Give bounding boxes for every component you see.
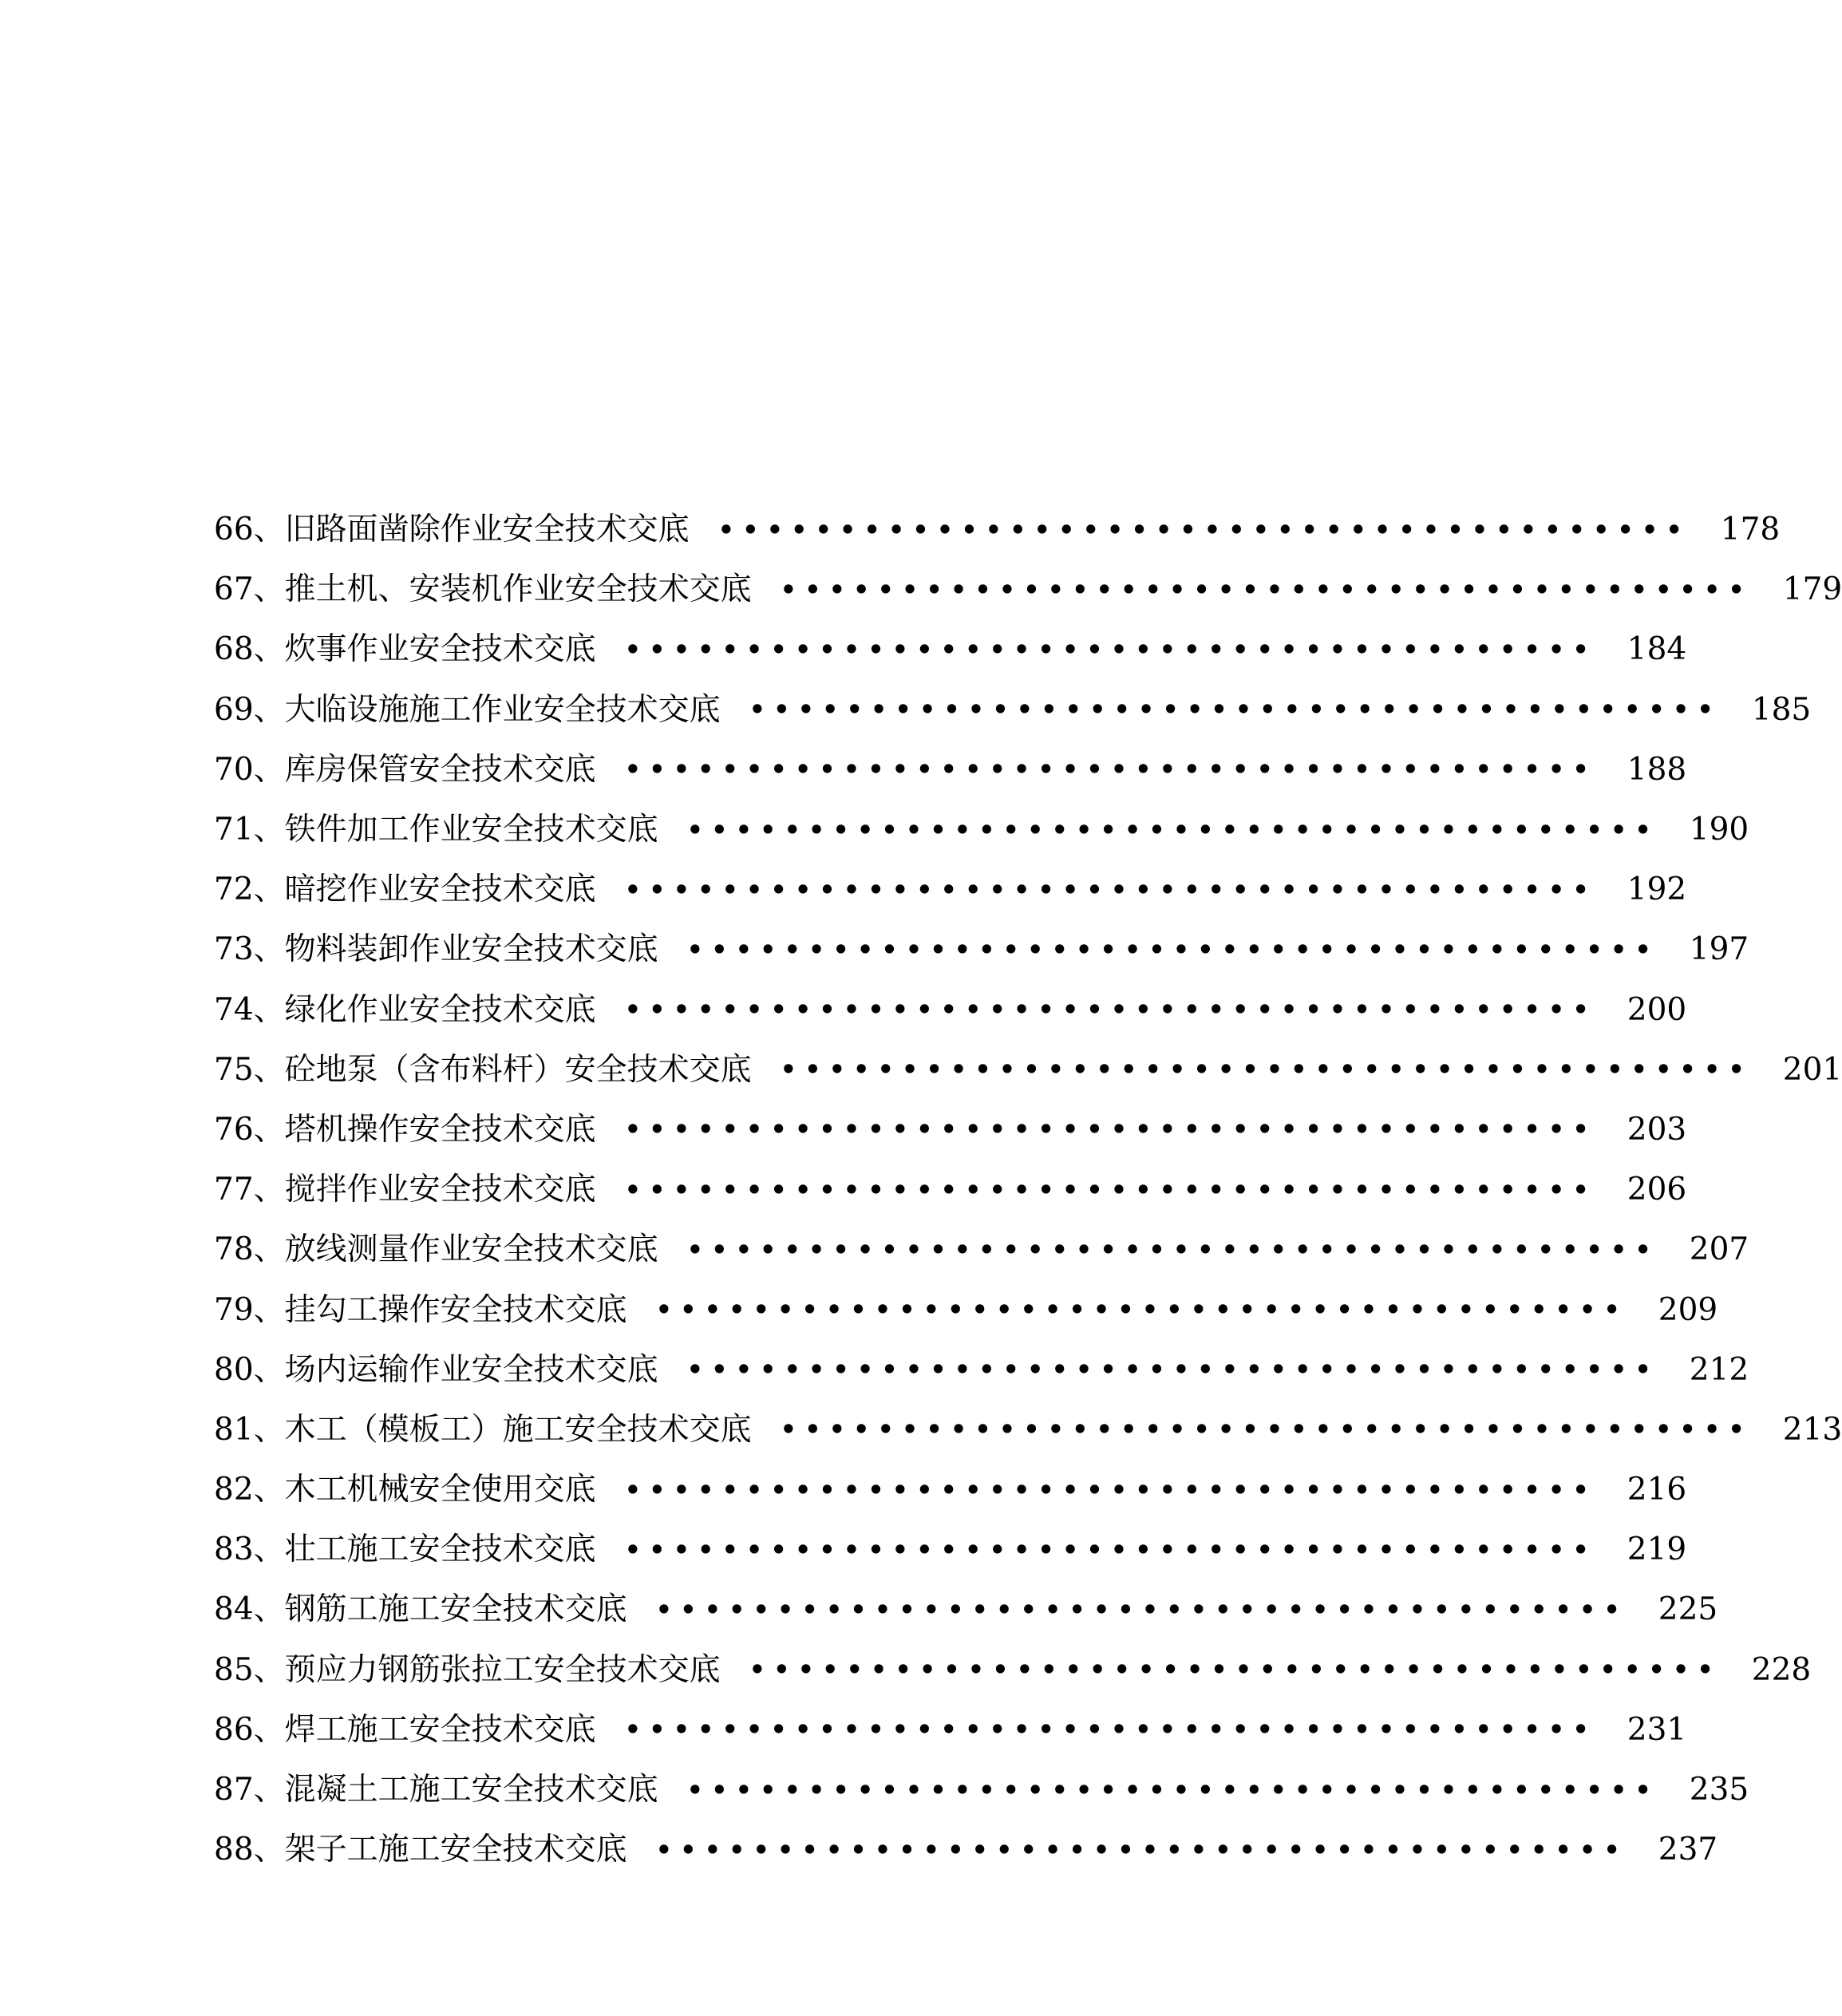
toc-entry-title: 绿化作业安全技术交底 (284, 991, 596, 1028)
toc-entry-page: 197 (1689, 931, 1749, 968)
toc-dot-leader: •••••••••••••••••••••••••••••••••••••••• (655, 1594, 1628, 1625)
toc-entry[interactable] (214, 1040, 1842, 1100)
toc-dot-leader: •••••••••••••••••••••••••••••••••••••••• (686, 814, 1659, 845)
toc-entry[interactable] (214, 860, 1687, 919)
toc-dot-leader: •••••••••••••••••••••••••••••••••••••••• (717, 514, 1690, 545)
toc-entry-number: 87、 (214, 1772, 285, 1808)
toc-entry-number: 69、 (214, 691, 285, 728)
toc-entry[interactable] (214, 980, 1687, 1040)
toc-entry-page: 203 (1627, 1111, 1687, 1148)
toc-entry-page: 225 (1658, 1591, 1718, 1628)
toc-entry-page: 231 (1627, 1711, 1687, 1748)
toc-entry[interactable] (214, 1700, 1687, 1760)
toc-dot-leader: •••••••••••••••••••••••••••••••••••••••• (780, 1054, 1753, 1085)
toc-entry-number: 83、 (214, 1532, 285, 1568)
toc-entry-number: 77、 (214, 1172, 285, 1208)
toc-entry-page: 192 (1627, 872, 1687, 908)
toc-dot-leader: •••••••••••••••••••••••••••••••••••••••• (749, 1654, 1721, 1686)
toc-entry-title: 搅拌作业安全技术交底 (284, 1172, 596, 1208)
toc-dot-leader: •••••••••••••••••••••••••••••••••••••••• (780, 574, 1753, 605)
toc-dot-leader: •••••••••••••••••••••••••••••••••••••••• (624, 994, 1597, 1026)
toc-entry-title: 旧路面凿除作业安全技术交底 (284, 512, 690, 548)
toc-entry[interactable] (214, 1100, 1687, 1160)
toc-entry-number: 76、 (214, 1111, 285, 1148)
toc-entry-title: 挂勾工操作安全技术交底 (284, 1291, 627, 1328)
toc-entry-title: 壮工施工安全技术交底 (284, 1532, 596, 1568)
toc-entry-page: 237 (1658, 1832, 1718, 1868)
toc-entry-page: 212 (1689, 1351, 1749, 1388)
toc-dot-leader: •••••••••••••••••••••••••••••••••••••••• (624, 1114, 1597, 1145)
toc-entry[interactable] (214, 1460, 1687, 1520)
toc-entry-page: 201 (1782, 1051, 1842, 1088)
toc-entry-page: 207 (1689, 1231, 1749, 1268)
toc-dot-leader: •••••••••••••••••••••••••••••••••••••••• (780, 1414, 1753, 1445)
toc-entry-title: 架子工施工安全技术交底 (284, 1832, 627, 1868)
toc-entry-title: 木工机械安全使用交底 (284, 1472, 596, 1508)
toc-entry[interactable] (214, 1520, 1687, 1579)
toc-entry-number: 82、 (214, 1472, 285, 1508)
toc-entry-page: 228 (1751, 1651, 1812, 1688)
toc-entry-number: 80、 (214, 1351, 285, 1388)
toc-entry-page: 219 (1627, 1532, 1687, 1568)
toc-entry-page: 178 (1720, 512, 1781, 548)
toc-dot-leader: •••••••••••••••••••••••••••••••••••••••• (624, 874, 1597, 905)
toc-entry-title: 预应力钢筋张拉工安全技术交底 (284, 1651, 721, 1688)
toc-dot-leader: •••••••••••••••••••••••••••••••••••••••• (624, 634, 1597, 665)
toc-entry-page: 200 (1627, 991, 1687, 1028)
toc-dot-leader: •••••••••••••••••••••••••••••••••••••••• (686, 934, 1659, 965)
toc-entry-page: 206 (1627, 1172, 1687, 1208)
toc-entry-number: 72、 (214, 872, 285, 908)
toc-entry[interactable] (214, 800, 1749, 860)
toc-entry[interactable] (214, 1579, 1718, 1639)
toc-entry[interactable] (214, 1760, 1749, 1820)
toc-entry-title: 混凝土工施工安全技术交底 (284, 1772, 658, 1808)
toc-entry-title: 铁件加工作业安全技术交底 (284, 812, 658, 848)
toc-entry-page: 184 (1627, 631, 1687, 668)
toc-entry-number: 71、 (214, 812, 285, 848)
toc-entry-title: 场内运输作业安全技术交底 (284, 1351, 658, 1388)
toc-entry-number: 84、 (214, 1591, 285, 1628)
toc-entry-page: 216 (1627, 1472, 1687, 1508)
toc-dot-leader: •••••••••••••••••••••••••••••••••••••••• (624, 1534, 1597, 1565)
toc-entry-number: 75、 (214, 1051, 285, 1088)
toc-dot-leader: •••••••••••••••••••••••••••••••••••••••• (624, 754, 1597, 785)
toc-entry-number: 86、 (214, 1711, 285, 1748)
toc-dot-leader: •••••••••••••••••••••••••••••••••••••••• (655, 1834, 1628, 1865)
toc-dot-leader: •••••••••••••••••••••••••••••••••••••••• (624, 1714, 1597, 1745)
toc-entry-page: 190 (1689, 812, 1749, 848)
toc-entry-page: 188 (1627, 751, 1687, 788)
toc-entry-title: 钢筋工施工安全技术交底 (284, 1591, 627, 1628)
toc-entry-page: 185 (1751, 691, 1812, 728)
toc-dot-leader: •••••••••••••••••••••••••••••••••••••••• (686, 1774, 1659, 1805)
toc-entry-number: 85、 (214, 1651, 285, 1688)
toc-entry-title: 焊工施工安全技术交底 (284, 1711, 596, 1748)
toc-dot-leader: •••••••••••••••••••••••••••••••••••••••• (624, 1174, 1597, 1205)
toc-entry-title: 炊事作业安全技术交底 (284, 631, 596, 668)
toc-entry-title: 砼地泵（含布料杆）安全技术交底 (284, 1051, 752, 1088)
table-of-contents (214, 500, 1842, 1880)
toc-entry[interactable] (214, 740, 1687, 800)
toc-entry[interactable] (214, 680, 1812, 740)
toc-entry[interactable] (214, 1340, 1749, 1400)
toc-entry-title: 物料装卸作业安全技术交底 (284, 931, 658, 968)
toc-entry-title: 推土机、安装机作业安全技术交底 (284, 571, 752, 608)
toc-dot-leader: •••••••••••••••••••••••••••••••••••••••• (749, 694, 1721, 725)
toc-entry[interactable] (214, 559, 1842, 619)
toc-dot-leader: •••••••••••••••••••••••••••••••••••••••• (624, 1474, 1597, 1505)
toc-dot-leader: •••••••••••••••••••••••••••••••••••••••• (686, 1234, 1659, 1265)
toc-entry-number: 79、 (214, 1291, 285, 1328)
toc-entry-number: 73、 (214, 931, 285, 968)
toc-entry-page: 209 (1658, 1291, 1718, 1328)
toc-entry-number: 67、 (214, 571, 285, 608)
toc-entry-number: 70、 (214, 751, 285, 788)
toc-entry-title: 大临设施施工作业安全技术交底 (284, 691, 721, 728)
toc-entry-title: 放线测量作业安全技术交底 (284, 1231, 658, 1268)
toc-entry-page: 213 (1782, 1411, 1842, 1448)
toc-entry[interactable] (214, 919, 1749, 979)
toc-entry-page: 179 (1782, 571, 1842, 608)
toc-dot-leader: •••••••••••••••••••••••••••••••••••••••• (686, 1354, 1659, 1386)
toc-entry-number: 88、 (214, 1832, 285, 1868)
toc-entry-title: 暗挖作业安全技术交底 (284, 872, 596, 908)
toc-entry[interactable] (214, 1279, 1718, 1339)
toc-entry[interactable] (214, 1400, 1842, 1460)
toc-entry-title: 塔机操作安全技术交底 (284, 1111, 596, 1148)
toc-entry-number: 74、 (214, 991, 285, 1028)
toc-entry[interactable] (214, 619, 1687, 679)
toc-entry[interactable] (214, 1160, 1687, 1219)
toc-entry[interactable] (214, 1820, 1718, 1880)
toc-dot-leader: •••••••••••••••••••••••••••••••••••••••• (655, 1295, 1628, 1326)
toc-entry-number: 66、 (214, 512, 285, 548)
toc-entry-title: 木工（模板工）施工安全技术交底 (284, 1411, 752, 1448)
toc-entry[interactable] (214, 1640, 1812, 1700)
toc-entry-number: 68、 (214, 631, 285, 668)
toc-entry-title: 库房保管安全技术交底 (284, 751, 596, 788)
toc-entry-number: 81、 (214, 1411, 285, 1448)
toc-entry[interactable] (214, 500, 1781, 559)
toc-entry-number: 78、 (214, 1231, 285, 1268)
toc-entry[interactable] (214, 1219, 1749, 1279)
toc-entry-page: 235 (1689, 1772, 1749, 1808)
